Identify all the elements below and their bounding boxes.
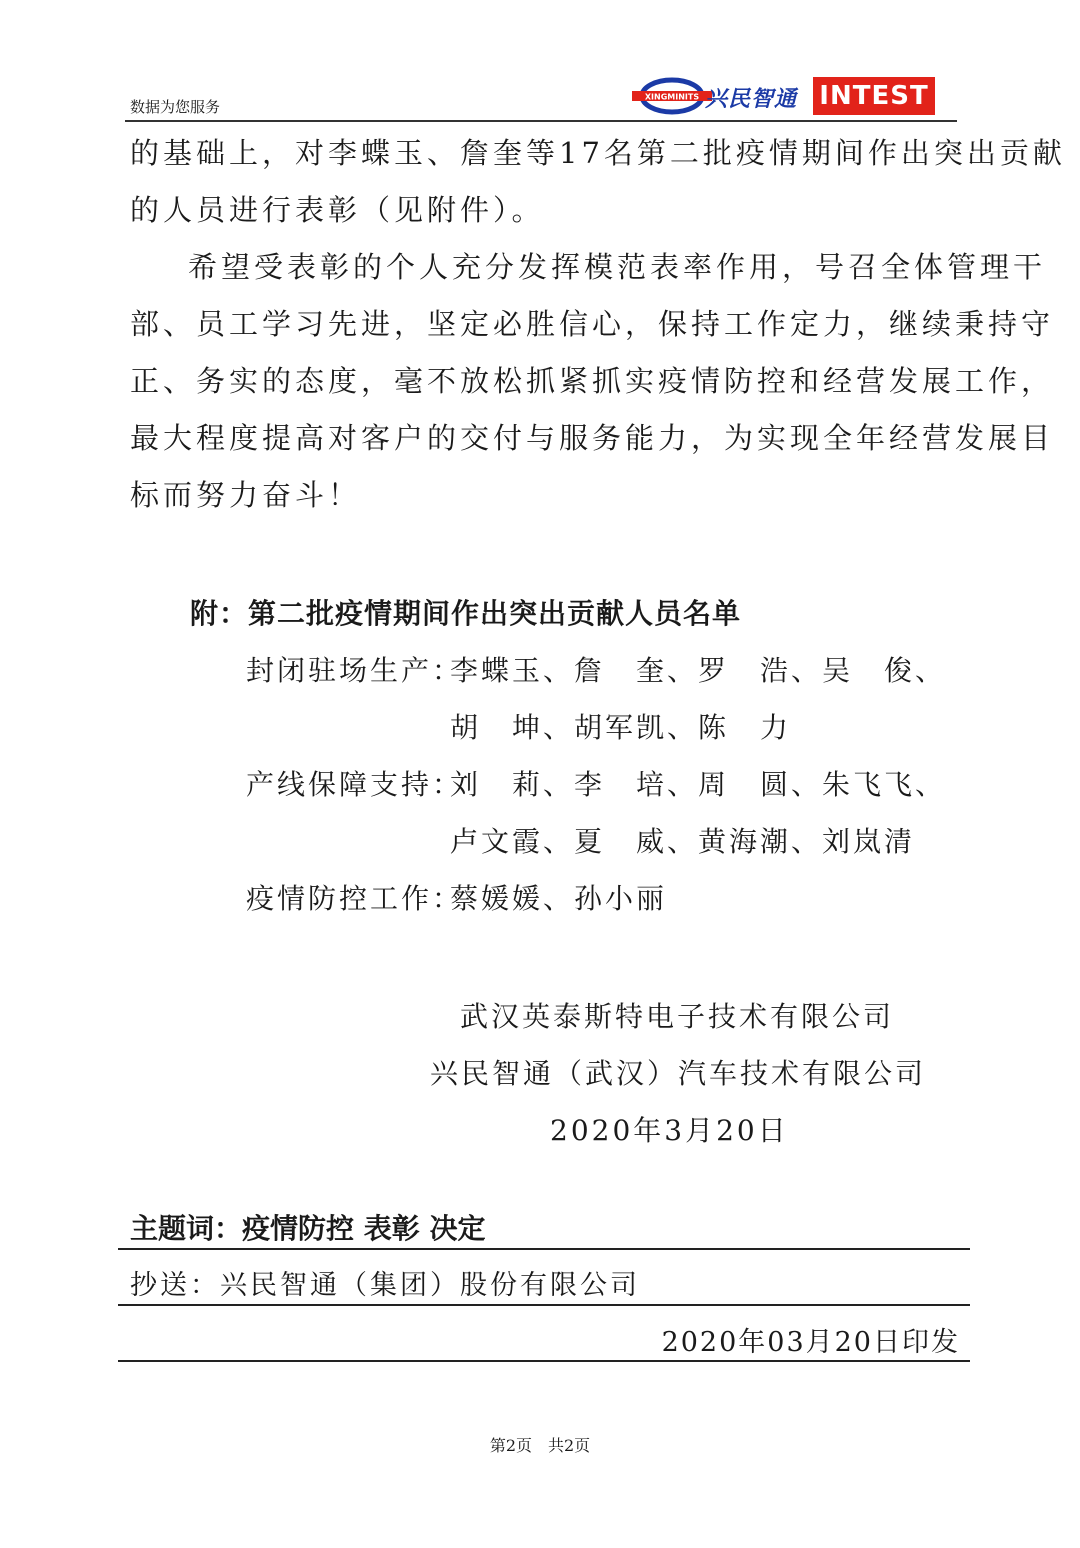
body-line-3: 希望受表彰的个人充分发挥模范表率作用，号召全体管理干 xyxy=(188,250,1047,284)
signature-company-2: 兴民智通（武汉）汽车技术有限公司 xyxy=(430,1057,927,1090)
body-line-4: 部、员工学习先进，坚定必胜信心，保持工作定力，继续秉持守 xyxy=(130,307,1055,341)
subject-keywords: 主题词：疫情防控 表彰 决定 xyxy=(130,1212,486,1245)
names-line: 蔡媛媛、孙小丽 xyxy=(450,882,668,915)
body-line-5: 正、务实的态度，毫不放松抓紧抓实疫情防控和经营发展工作， xyxy=(130,364,1055,398)
category-label-sealed-production: 封闭驻场生产： xyxy=(246,654,464,687)
brand-logo-icon xyxy=(632,76,712,116)
printed-date: 2020年03月20日印发 xyxy=(661,1327,960,1358)
annex-title: 附：第二批疫情期间作出突出贡献人员名单 xyxy=(190,597,742,630)
body-line-2: 的人员进行表彰（见附件）。 xyxy=(130,193,545,227)
divider-rule xyxy=(118,1248,970,1250)
brand-logo-text: 兴民智通 xyxy=(705,87,798,112)
divider-rule xyxy=(118,1304,970,1306)
header-divider xyxy=(125,120,957,122)
body-line-7: 标而努力奋斗！ xyxy=(130,478,362,512)
names-line: 刘 莉、李 培、周 圆、朱飞飞、 xyxy=(450,768,947,801)
names-line: 李蝶玉、詹 奎、罗 浩、吴 俊、 xyxy=(450,654,947,687)
signature-company-1: 武汉英泰斯特电子技术有限公司 xyxy=(460,1000,895,1033)
intest-logo: INTEST xyxy=(813,77,935,115)
body-line-1: 的基础上，对李蝶玉、詹奎等17名第二批疫情期间作出突出贡献 xyxy=(130,136,1066,170)
category-label-epidemic-control: 疫情防控工作： xyxy=(246,882,464,915)
cc-line: 抄送：兴民智通（集团）股份有限公司 xyxy=(130,1270,640,1301)
category-label-line-support: 产线保障支持： xyxy=(246,768,464,801)
body-line-6: 最大程度提高对客户的交付与服务能力，为实现全年经营发展目 xyxy=(130,421,1055,455)
signature-date: 2020年3月20日 xyxy=(550,1114,789,1147)
header-label: 数据为您服务 xyxy=(130,98,221,116)
divider-rule xyxy=(118,1360,970,1362)
names-line: 卢文霞、夏 威、黄海潮、刘岚清 xyxy=(450,825,916,858)
names-line: 胡 坤、胡军凯、陈 力 xyxy=(450,711,792,744)
page-number: 第2页 共2页 xyxy=(489,1436,591,1455)
logo-circle-text: XINGMINITS xyxy=(644,92,700,102)
